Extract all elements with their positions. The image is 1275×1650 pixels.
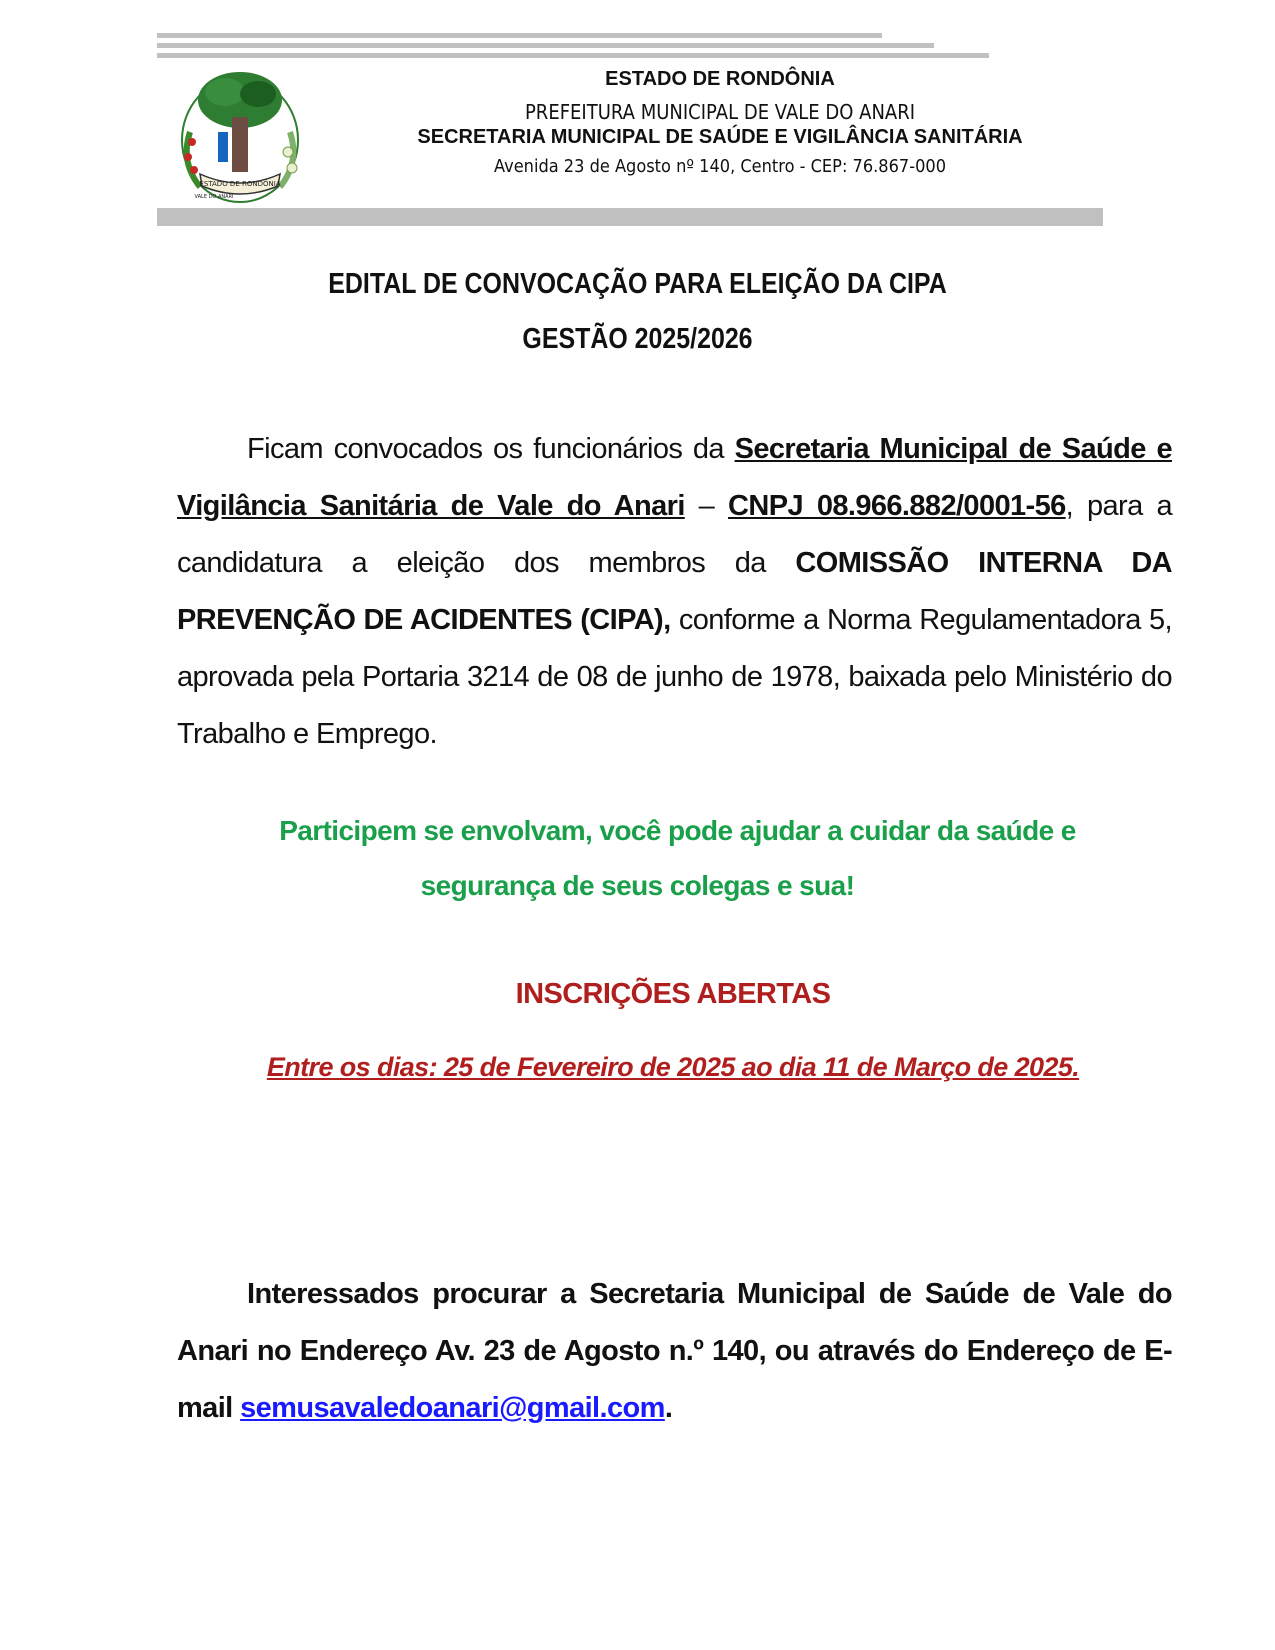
call-to-action-line2: segurança de seus colegas e sua! <box>420 870 855 901</box>
header-rule-1 <box>157 33 882 38</box>
convocation-paragraph <box>177 421 1172 763</box>
header-bottom-rule <box>157 208 1103 226</box>
header-rule-3 <box>157 53 989 58</box>
paragraph-intro: Ficam convocados os funcionários da <box>247 433 735 465</box>
header-address: Avenida 23 de Agosto nº 140, Centro - CEP: 76.867-000 <box>493 156 946 177</box>
call-to-action-line1: Participem se envolvam, você pode ajudar a cuidar da saúde e <box>279 815 1076 846</box>
dash: – <box>684 490 729 522</box>
organization-name: Secretaria Municipal de Saúde e Vigilância Sanitária de Vale do Anari <box>177 433 1172 522</box>
header-prefecture: PREFEITURA MUNICIPAL DE VALE DO ANARI <box>524 100 916 124</box>
seal-ribbon-subtext: VALE DO ANARI <box>194 194 234 200</box>
seal-ribbon-text: ESTADO DE RONDÔNIA <box>199 180 281 188</box>
paragraph-end: conforme a Norma Regulamentadora 5, aprovada pela Portaria 3214 de 08 de junho de 1978, baixada pelo Ministério do Trabalho e Emprego. <box>177 604 1172 750</box>
municipal-seal-logo <box>170 62 310 212</box>
cnpj-number: CNPJ 08.966.882/0001-56 <box>728 490 1066 522</box>
contact-paragraph <box>177 1266 1172 1437</box>
paragraph-middle: , para a candidatura a eleição dos membros da <box>177 490 1172 579</box>
header-state: ESTADO DE RONDÔNIA <box>605 68 835 90</box>
header-secretariat: SECRETARIA MUNICIPAL DE SAÚDE E VIGILÂNCIA SANITÁRIA <box>417 126 1023 148</box>
document-title-line1: EDITAL DE CONVOCAÇÃO PARA ELEIÇÃO DA CIPA <box>328 268 947 300</box>
registration-period: Entre os dias: 25 de Fevereiro de 2025 ao dia 11 de Março de 2025. <box>266 1052 1080 1082</box>
contact-text: Interessados procurar a Secretaria Municipal de Saúde de Vale do Anari no Endereço Av. 23 de Agosto n.º 140, ou através do Endereço de E-mail <box>177 1278 1172 1424</box>
document-title-line2: GESTÃO 2025/2026 <box>522 323 753 355</box>
contact-end: . <box>664 1392 673 1424</box>
registration-heading: INSCRIÇÕES ABERTAS <box>515 978 831 1010</box>
commission-name: COMISSÃO INTERNA DA PREVENÇÃO DE ACIDENTES (CIPA), <box>177 547 1173 636</box>
email-link[interactable]: semusavaledoanari@gmail.com <box>240 1392 665 1424</box>
header-rule-2 <box>157 43 934 48</box>
